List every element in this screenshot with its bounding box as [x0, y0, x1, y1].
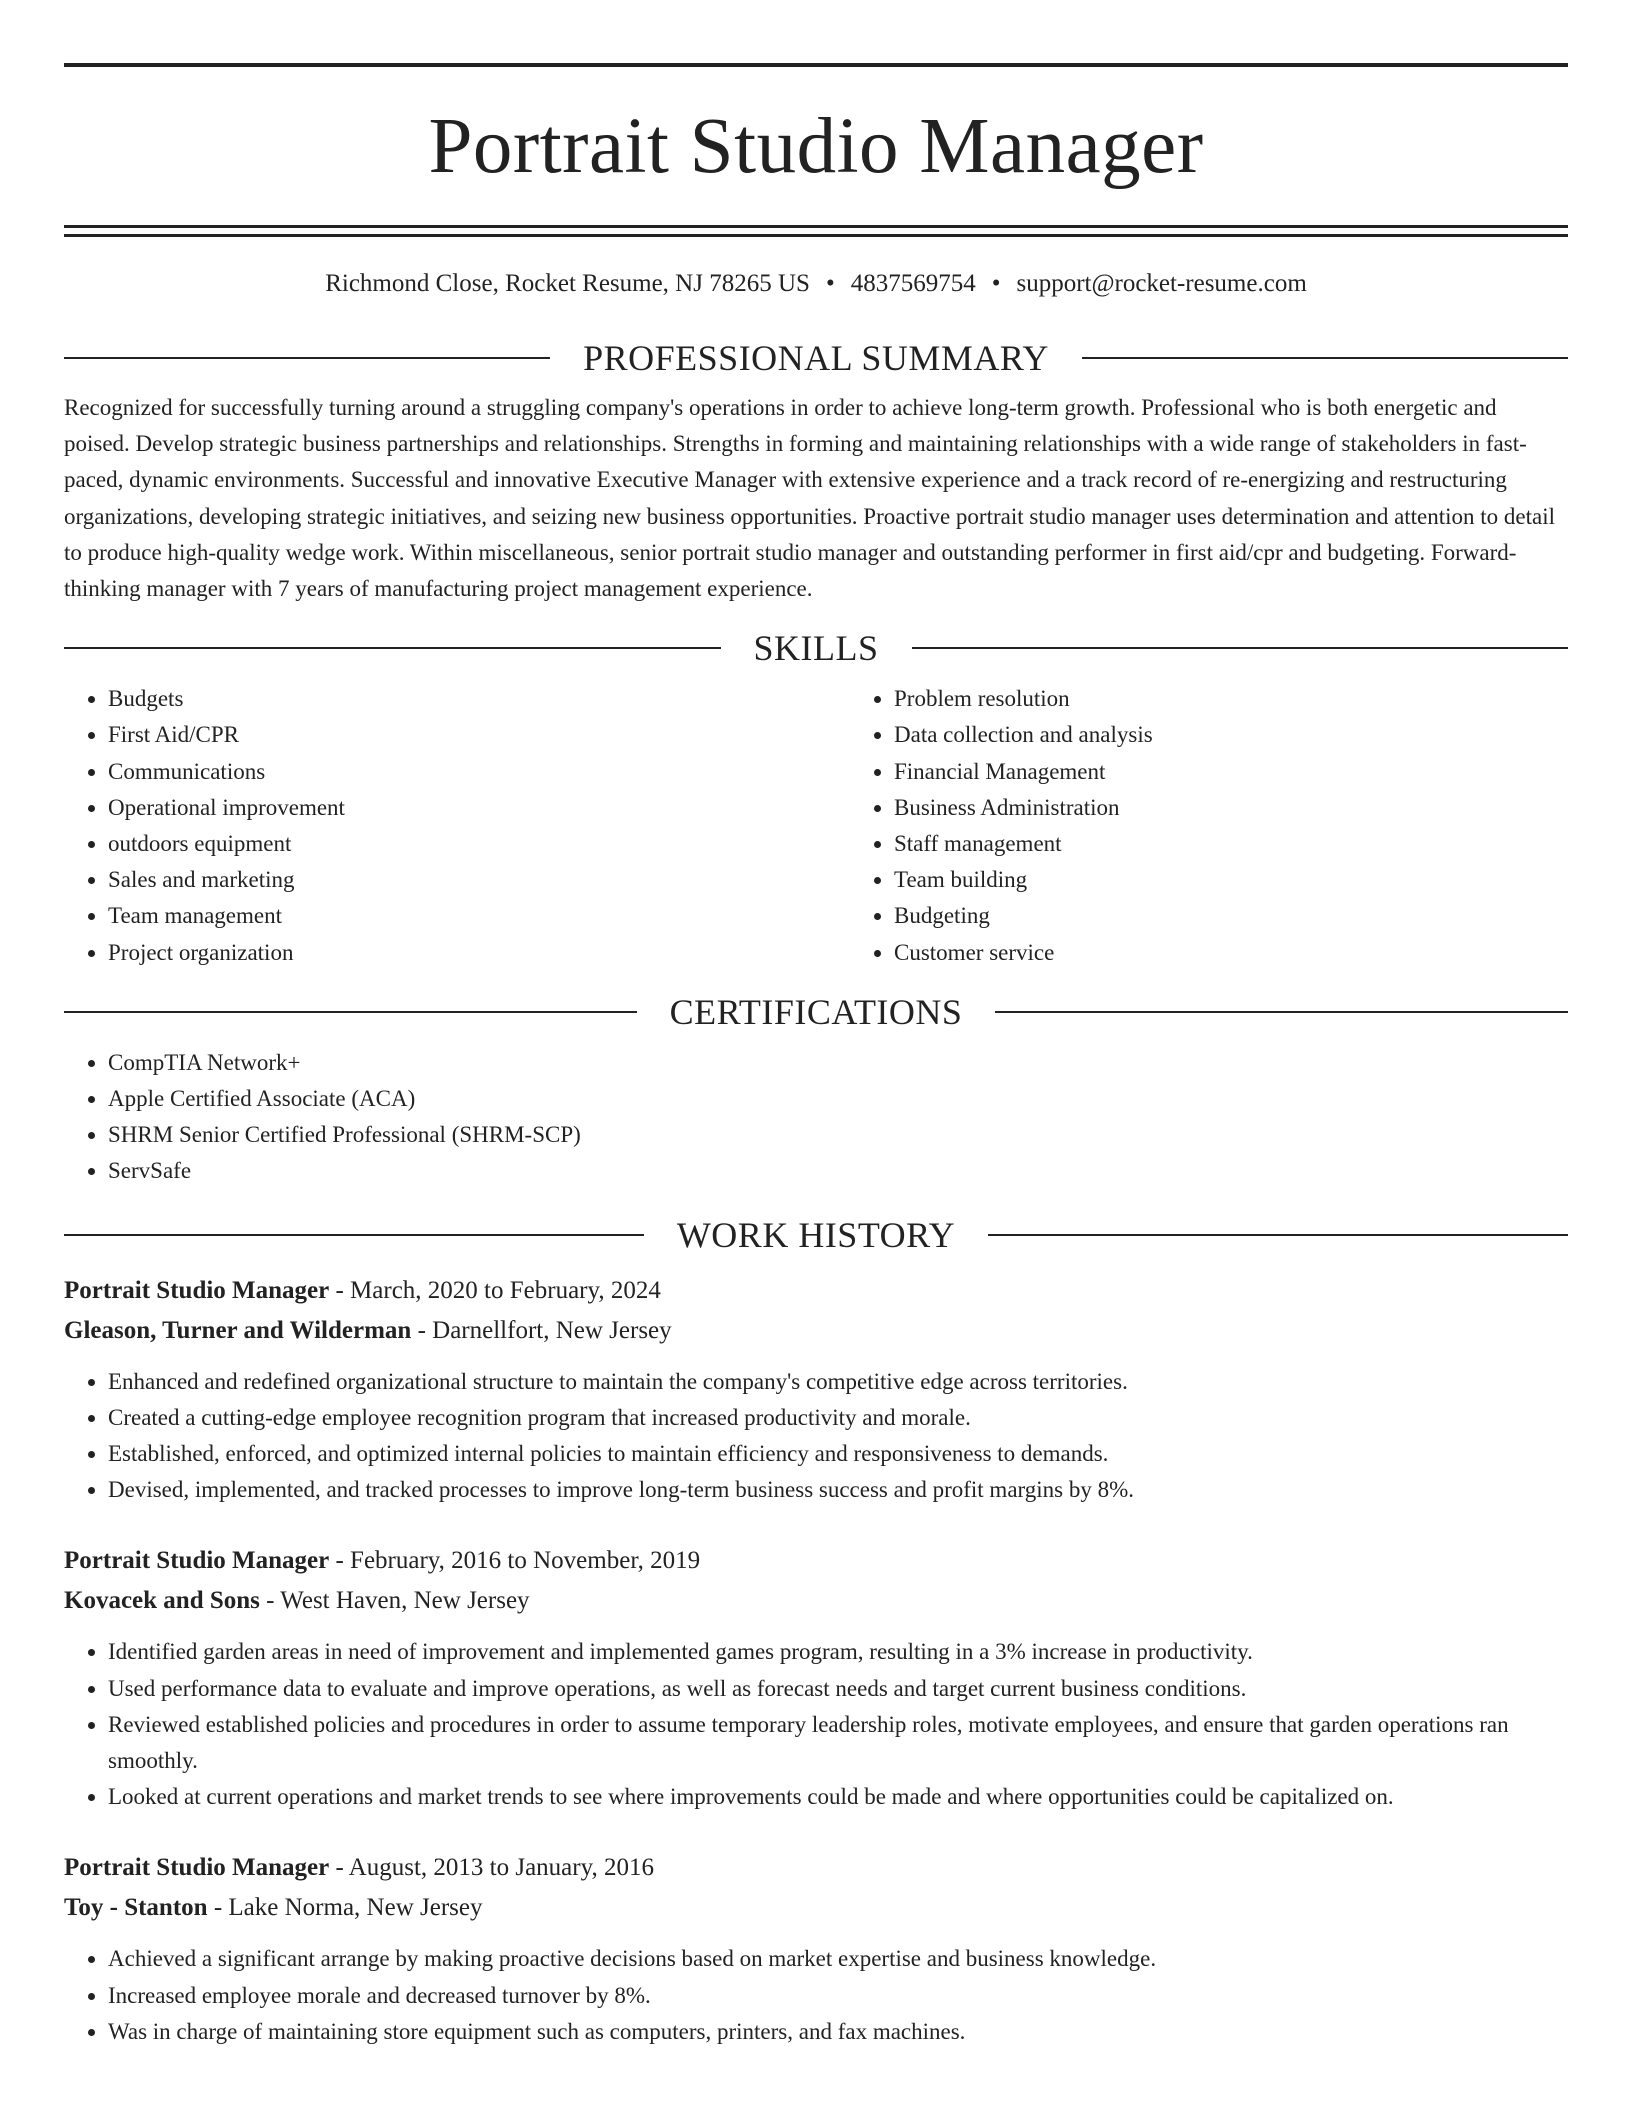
skills-title: SKILLS	[753, 628, 879, 669]
job-bullets	[64, 1634, 1568, 1815]
skills-heading	[64, 627, 1568, 669]
work-history-heading	[64, 1214, 1568, 1256]
skill-item: • Communications	[108, 754, 850, 790]
skills-list-left	[64, 681, 850, 971]
skill-item: • Budgeting	[894, 898, 1632, 934]
job-title-line	[64, 1271, 1568, 1311]
job-company: Toy - Stanton	[64, 1894, 208, 1922]
certifications-title: CERTIFICATIONS	[669, 991, 963, 1032]
skill-item: • Customer service	[894, 935, 1632, 971]
job-dates: - August, 2013 to January, 2016	[329, 1854, 654, 1882]
job-bullet: • Reviewed established policies and procedures in order to assume temporary leadership roles, motivate employees, and ensure that garden operations ran smoothly.	[108, 1707, 1568, 1779]
work-history-title: WORK HISTORY	[676, 1214, 956, 1255]
job-location: - Darnellfort, New Jersey	[411, 1316, 672, 1344]
job-bullet: • Increased employee morale and decreased turnover by 8%.	[108, 1978, 1568, 2014]
job-title: Portrait Studio Manager	[64, 1276, 330, 1304]
job-bullet: • Used performance data to evaluate and improve operations, as well as forecast needs and target current business conditions.	[108, 1671, 1568, 1707]
double-rule	[64, 225, 1568, 237]
skill-item: • outdoors equipment	[108, 826, 850, 862]
summary-text: Recognized for successfully turning around a struggling company's operations in order to achieve long-term growth. Professional who is both energetic and poised. Develop strategic business partnerships and relationships. Strengths in forming and maintaining relationships with a wide range of stakeholders in fast-paced, dynamic environments. Successful and innovative Executive Manager with extensive experience and a track record of re-energizing and restructuring organizations, developing strategic initiatives, and seizing new business opportunities. Proactive portrait studio manager uses determination and attention to detail to produce high-quality wedge work. Within miscellaneous, senior portrait studio manager and outstanding performer in first aid/cpr and budgeting. Forward-thinking manager with 7 years of manufacturing project management experience.	[64, 395, 1556, 602]
job-bullets	[64, 1364, 1568, 1509]
certifications-heading	[64, 991, 1568, 1033]
job-bullet: • Was in charge of maintaining store equipment such as computers, printers, and fax machines.	[108, 2014, 1568, 2050]
skills-columns	[64, 681, 1568, 971]
job-bullet: • Devised, implemented, and tracked processes to improve long-term business success and profit margins by 8%.	[108, 1472, 1568, 1508]
contact-line	[64, 268, 1568, 300]
contact-address: Richmond Close, Rocket Resume, NJ 78265 US	[325, 270, 810, 297]
skill-item: • Staff management	[894, 826, 1632, 862]
skill-item: • First Aid/CPR	[108, 717, 850, 753]
skill-item: • Team building	[894, 862, 1632, 898]
skills-list-right	[850, 681, 1632, 971]
job-entry	[64, 1541, 1568, 1815]
top-rule	[64, 63, 1568, 67]
job-dates: - February, 2016 to November, 2019	[329, 1547, 701, 1575]
job-bullet: • Identified garden areas in need of improvement and implemented games program, resulting in a 3% increase in productivity.	[108, 1634, 1568, 1670]
heading-rule	[64, 1234, 644, 1236]
skill-item: • Team management	[108, 898, 850, 934]
job-dates: - March, 2020 to February, 2024	[329, 1276, 661, 1304]
skill-item: • Project organization	[108, 935, 850, 971]
certification-item: • CompTIA Network+	[108, 1045, 1568, 1081]
job-title-line	[64, 1541, 1568, 1581]
heading-rule	[64, 357, 550, 359]
resume-page	[64, 63, 1568, 2050]
heading-rule	[64, 1011, 637, 1013]
contact-separator: •	[825, 270, 835, 297]
skill-item: • Financial Management	[894, 754, 1632, 790]
job-title: Portrait Studio Manager	[64, 1854, 330, 1882]
job-bullet: • Established, enforced, and optimized internal policies to maintain efficiency and responsiveness to demands.	[108, 1436, 1568, 1472]
summary-title: PROFESSIONAL SUMMARY	[583, 338, 1049, 378]
certifications-list	[64, 1045, 1568, 1190]
contact-phone: 4837569754	[850, 270, 976, 297]
skill-item: • Sales and marketing	[108, 862, 850, 898]
skill-item: • Problem resolution	[894, 681, 1632, 717]
job-title-line	[64, 1848, 1568, 1888]
certification-item: • Apple Certified Associate (ACA)	[108, 1081, 1568, 1117]
heading-rule	[1082, 357, 1568, 359]
heading-rule	[988, 1234, 1568, 1236]
skill-item: • Business Administration	[894, 790, 1632, 826]
heading-rule	[64, 647, 721, 649]
job-bullet: • Looked at current operations and market trends to see where improvements could be made and where opportunities could be capitalized on.	[108, 1779, 1568, 1815]
skill-item: • Data collection and analysis	[894, 717, 1632, 753]
job-bullet: • Enhanced and redefined organizational structure to maintain the company's competitive edge across territories.	[108, 1364, 1568, 1400]
certification-item: • ServSafe	[108, 1153, 1568, 1189]
contact-email: support@rocket-resume.com	[1016, 270, 1307, 297]
job-company-line	[64, 1888, 1568, 1928]
job-location: - West Haven, New Jersey	[259, 1587, 530, 1615]
certification-item: • SHRM Senior Certified Professional (SHRM-SCP)	[108, 1117, 1568, 1153]
job-company-line	[64, 1311, 1568, 1351]
job-bullets	[64, 1941, 1568, 2050]
job-company: Kovacek and Sons	[64, 1587, 260, 1615]
heading-rule	[912, 647, 1569, 649]
job-bullet: • Achieved a significant arrange by making proactive decisions based on market expertise and business knowledge.	[108, 1941, 1568, 1977]
job-location: - Lake Norma, New Jersey	[207, 1894, 483, 1922]
summary-heading	[64, 337, 1568, 379]
job-company: Gleason, Turner and Wilderman	[64, 1316, 412, 1344]
resume-name: Portrait Studio Manager	[428, 103, 1204, 190]
job-entry	[64, 1271, 1568, 1509]
skill-item: • Operational improvement	[108, 790, 850, 826]
contact-separator: •	[991, 270, 1001, 297]
job-bullet: • Created a cutting-edge employee recognition program that increased productivity and morale.	[108, 1400, 1568, 1436]
job-title: Portrait Studio Manager	[64, 1547, 330, 1575]
skill-item: • Budgets	[108, 681, 850, 717]
job-entry	[64, 1848, 1568, 2050]
heading-rule	[995, 1011, 1568, 1013]
job-company-line	[64, 1581, 1568, 1621]
